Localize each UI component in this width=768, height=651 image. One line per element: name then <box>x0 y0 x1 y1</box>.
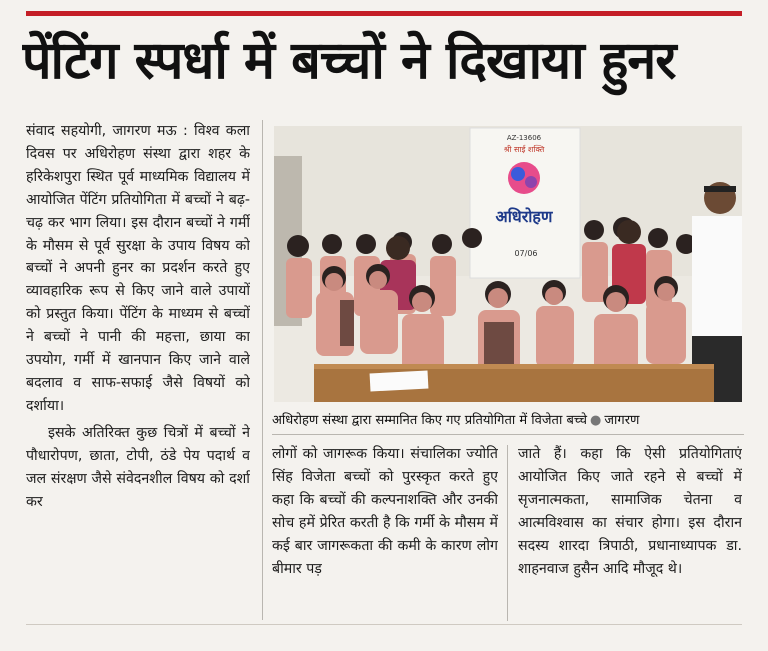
article-paragraph-1: संवाद सहयोगी, जागरण मऊ : विश्व कला दिवस पर अधिरोहण संस्था द्वारा शहर के हरिकेशपुरा स्थित पूर्व माध्यमिक विद्यालय में आयोजित पेंटिंग प्रतियोगिता में बच्चों ने बढ़-चढ़ कर भाग लिया। इस दौरान बच्चों ने गर्मी के मौसम से पूर्व सुरक्षा के उपाय विषय को बच्चों ने अपनी हुनर का प्रदर्शन करते हुए व्यावहारिक रूप से किए जाने वाले उपायों को प्रस्तुत किया। पेंटिंग के माध्यम से बच्चों ने बच्चों ने पानी की महत्ता, छाया का उपयोग, गर्मी में खानपान किए जाने वाले बदलाव व साफ-सफाई जैसे विषयों को दर्शाया। <box>26 123 250 414</box>
bullet-icon: ● <box>590 413 602 428</box>
banner-title: अधिरोहण <box>495 207 553 226</box>
caption-text: अधिरोहण संस्था द्वारा सम्मानित किए गए प्रतियोगिता में विजेता बच्चे <box>272 413 588 428</box>
photo-illustration <box>274 126 742 402</box>
article-paragraph-3: लोगों को जागरूक किया। संचालिका ज्योति सिंह विजेता बच्चों को पुरस्कृत करते हुए कहा कि बच्चों की कल्पनाशक्ति और उनकी सोच हमें प्रेरित करती है कि गर्मी के मौसम में कई बार जागरूकता की कमी के कारण लोग बीमार पड़ <box>272 446 498 577</box>
article-column-1 <box>26 120 250 620</box>
banner-top-text: श्री साई शक्ति <box>503 145 545 154</box>
column-divider-2 <box>507 445 508 621</box>
headline: पेंटिंग स्पर्धा में बच्चों ने दिखाया हुनर <box>22 31 676 91</box>
top-red-rule <box>26 11 742 16</box>
news-photo <box>274 126 742 402</box>
article-column-3 <box>518 443 742 621</box>
bottom-rule <box>26 624 742 625</box>
banner-reg: 07/06 <box>514 249 538 258</box>
banner-code: AZ-13606 <box>506 134 542 142</box>
column-divider-1 <box>262 120 263 620</box>
article-paragraph-2: इसके अतिरिक्त कुछ चित्रों में बच्चों ने पौधारोपण, छाता, टोपी, ठंडे पेय पदार्थ व जल संरक्षण जैसे संवेदनशील विषय को दर्शा कर <box>26 424 250 510</box>
article-column-2 <box>272 443 498 621</box>
photo-caption <box>272 408 744 435</box>
article-paragraph-4: जाते हैं। कहा कि ऐसी प्रतियोगिताएं आयोजित किए जाते रहने से बच्चों में सृजनात्मकता, सामाजिक चेतना व आत्मविश्वास का संचार होगा। इस दौरान सदस्य शारदा त्रिपाठी, प्रधानाध्यापक डा. शाहनवाज हुसैन आदि मौजूद थे। <box>518 446 742 577</box>
caption-credit: जागरण <box>604 413 640 428</box>
paper-sheet <box>370 370 429 391</box>
